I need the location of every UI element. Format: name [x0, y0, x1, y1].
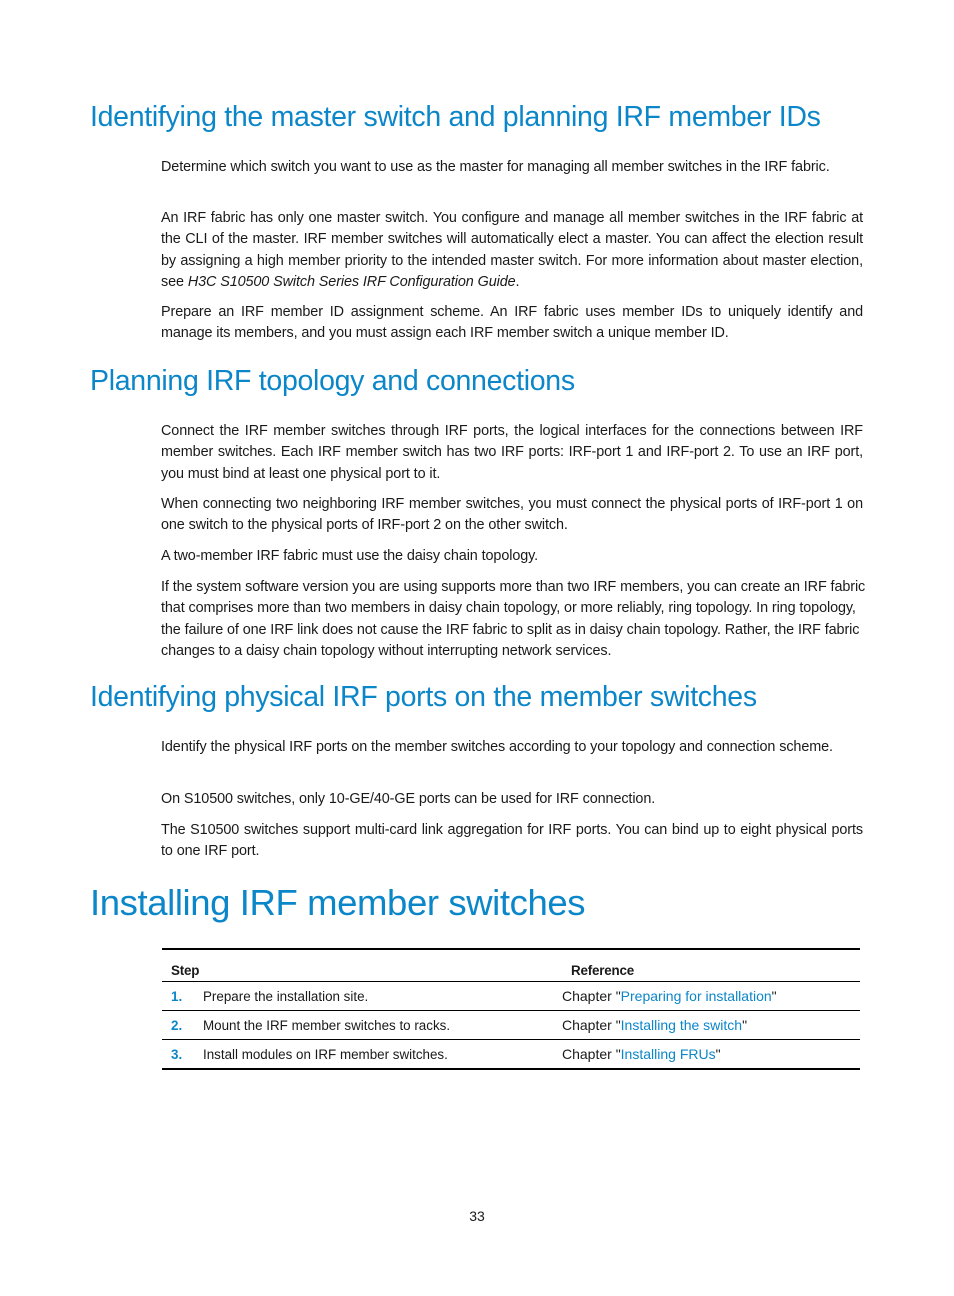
reference-cell — [562, 982, 860, 1011]
page-number: 33 — [469, 1208, 485, 1224]
step-text: Prepare the installation site. — [203, 988, 369, 1004]
chapter-heading-installing: Installing IRF member switches — [90, 882, 586, 923]
step-number: 3. — [171, 1046, 183, 1062]
paragraph: If the system software version you are using supports more than two IRF members, you can create an IRF fabric that comprises more than two members in daisy chain topology, or more reliably, ring topology. In ring topology, the failure of one IRF link does not cause the IRF fabric to split as in daisy chain topology. Rather, the IRF fabric changes to a daisy chain topology without interrupting network services. — [161, 579, 866, 659]
paragraph: The S10500 switches support multi-card link aggregation for IRF ports. You can bind up to eight physical ports to one IRF port. — [161, 822, 863, 860]
reference-link-installing-frus[interactable]: Installing FRUs — [620, 1046, 716, 1062]
reference-cell — [562, 1040, 860, 1070]
paragraph: A two-member IRF fabric must use the daisy chain topology. — [161, 548, 539, 564]
guide-reference: H3C S10500 Switch Series IRF Configuration Guide — [187, 273, 516, 290]
paragraph: Identify the physical IRF ports on the member switches according to your topology and connection scheme. — [161, 739, 833, 755]
step-cell — [162, 1040, 562, 1070]
step-text: Mount the IRF member switches to racks. — [203, 1017, 451, 1033]
paragraph: When connecting two neighboring IRF member switches, you must connect the physical ports of IRF-port 1 on one switch to the physical ports of IRF-port 2 on the other switch. — [161, 496, 863, 534]
reference-suffix: " — [742, 1017, 748, 1033]
reference-prefix: Chapter " — [562, 1017, 621, 1033]
step-text: Install modules on IRF member switches. — [203, 1046, 448, 1062]
table-row — [162, 1040, 860, 1070]
step-number: 1. — [171, 988, 183, 1004]
step-number: 2. — [171, 1017, 183, 1033]
reference-prefix: Chapter " — [562, 988, 621, 1004]
reference-suffix: " — [771, 988, 777, 1004]
paragraph: Connect the IRF member switches through IRF ports, the logical interfaces for the connections between IRF member switches. Each IRF member switch has two IRF ports: IRF-port 1 and IRF-port 2. To use an IRF port, you must bind at least one physical port to it. — [161, 423, 863, 482]
reference-link-preparing-installation[interactable]: Preparing for installation — [620, 988, 772, 1004]
reference-link-installing-switch[interactable]: Installing the switch — [620, 1017, 743, 1033]
reference-prefix: Chapter " — [562, 1046, 621, 1062]
section-heading-master-switch: Identifying the master switch and planning IRF member IDs — [90, 101, 821, 133]
reference-suffix: " — [715, 1046, 721, 1062]
table-row — [162, 1011, 860, 1040]
installation-steps-table — [162, 948, 860, 1070]
reference-cell — [562, 1011, 860, 1040]
table-row — [162, 982, 860, 1011]
paragraph-end: . — [515, 273, 520, 290]
step-cell — [162, 982, 562, 1011]
paragraph: Prepare an IRF member ID assignment scheme. An IRF fabric uses member IDs to uniquely identify and manage its members, and you must assign each IRF member switch a unique member ID. — [161, 304, 863, 342]
paragraph: On S10500 switches, only 10-GE/40-GE ports can be used for IRF connection. — [161, 791, 656, 807]
column-header-step: Step — [171, 963, 200, 978]
paragraph — [161, 208, 863, 293]
column-header-reference: Reference — [571, 963, 634, 978]
step-cell — [162, 1011, 562, 1040]
section-heading-ports: Identifying physical IRF ports on the member switches — [90, 681, 757, 713]
table-header-row — [162, 949, 860, 982]
paragraph: Determine which switch you want to use as the master for managing all member switches in the IRF fabric. — [161, 159, 830, 175]
section-heading-topology: Planning IRF topology and connections — [90, 365, 575, 397]
paragraph-text: An IRF fabric has only one master switch. You configure and manage all member switches in the IRF fabric at the CLI of the master. IRF member switches will automatically elect a master. You can affect the election result by assigning a high member priority to the intended master switch. For more information about master election, see — [161, 210, 863, 290]
